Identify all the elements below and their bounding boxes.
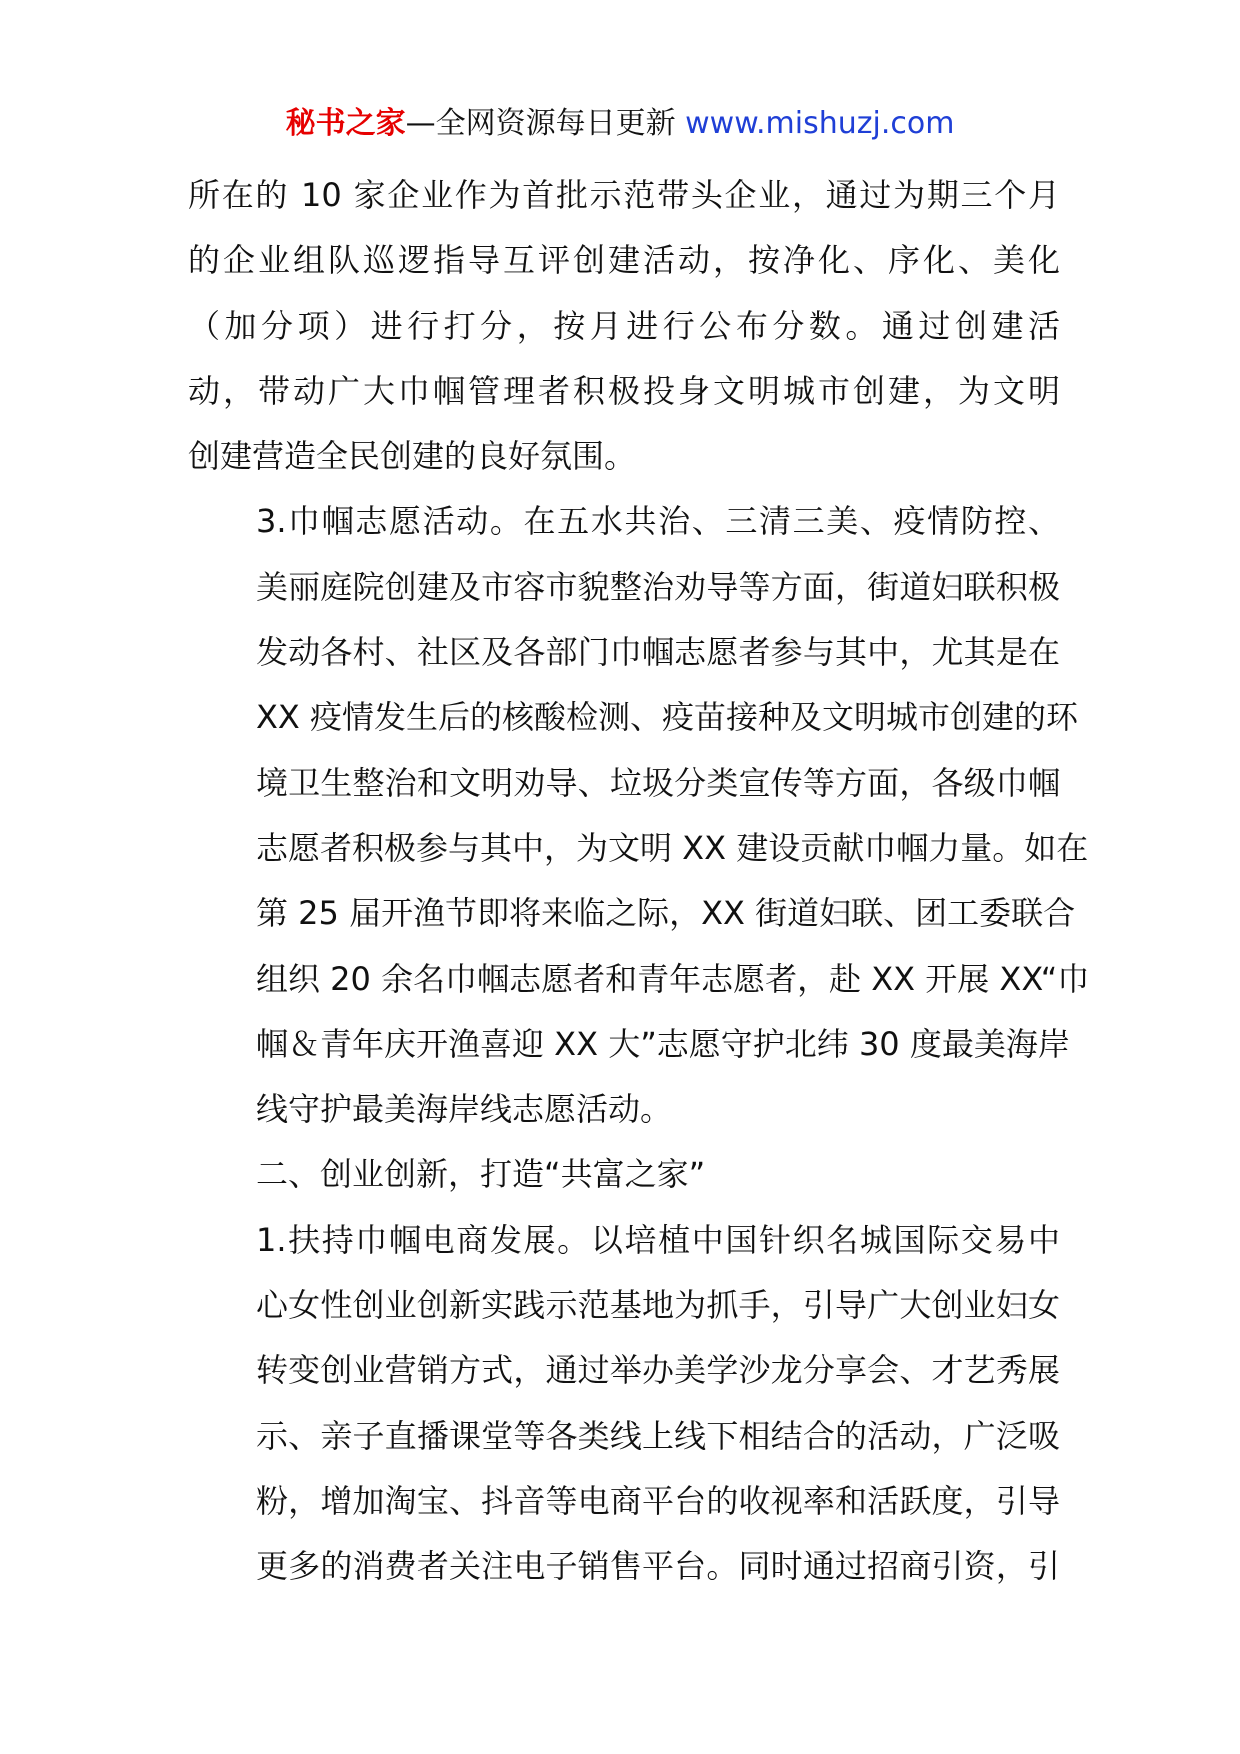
text-line: （加分项）进行打分，按月进行公布分数。通过创建活 — [188, 306, 1060, 345]
text-line: 更多的消费者关注电子销售平台。同时通过招商引资，引 — [256, 1547, 1060, 1586]
text-line: XX 疫情发生后的核酸检测、疫苗接种及文明城市创建的环 — [256, 698, 1079, 737]
text-line: 线守护最美海岸线志愿活动。 — [256, 1090, 673, 1129]
text-line: 美丽庭院创建及市容市貌整治劝导等方面，街道妇联积极 — [256, 567, 1060, 606]
text-line: 帼＆青年庆开渔喜迎 XX 大”志愿守护北纬 30 度最美海岸 — [256, 1024, 1070, 1063]
paragraph-volunteer-activities — [188, 489, 1090, 1142]
website-link[interactable]: www.mishuzj.com — [685, 106, 955, 141]
text-line: 第 25 届开渔节即将来临之际，XX 街道妇联、团工委联合 — [256, 894, 1076, 933]
text-line: 1.扶持巾帼电商发展。以培植中国针织名城国际交易中 — [256, 1220, 1060, 1259]
text-line: 组织 20 余名巾帼志愿者和青年志愿者，赴 XX 开展 XX“巾 — [256, 959, 1090, 998]
text-line: 粉，增加淘宝、抖音等电商平台的收视率和活跃度，引导 — [256, 1481, 1060, 1520]
text-line: 发动各村、社区及各部门巾帼志愿者参与其中，尤其是在 — [256, 633, 1060, 672]
paragraph-ecommerce-support — [188, 1208, 1060, 1600]
page-header — [0, 98, 1240, 150]
text-line: 3.巾帼志愿活动。在五水共治、三清三美、疫情防控、 — [256, 502, 1060, 541]
text-line: 示、亲子直播课堂等各类线上线下相结合的活动，广泛吸 — [256, 1416, 1060, 1455]
text-line: 创建营造全民创建的良好氛围。 — [188, 437, 637, 476]
text-line: 动，带动广大巾帼管理者积极投身文明城市创建，为文明 — [188, 371, 1060, 410]
section-heading-entrepreneurship — [188, 1142, 1060, 1207]
document-body — [188, 163, 1090, 1600]
brand-name: 秘书之家 — [285, 106, 406, 141]
text-line: 志愿者积极参与其中，为文明 XX 建设贡献巾帼力量。如在 — [256, 828, 1089, 867]
paragraph-demo-enterprises — [188, 163, 1060, 489]
text-line: 所在的 10 家企业作为首批示范带头企业，通过为期三个月 — [188, 176, 1060, 214]
text-line: 转变创业营销方式，通过举办美学沙龙分享会、才艺秀展 — [256, 1351, 1060, 1390]
text-line: 境卫生整治和文明劝导、垃圾分类宣传等方面，各级巾帼 — [256, 763, 1060, 802]
text-line: 心女性创业创新实践示范基地为抓手，引导广大创业妇女 — [256, 1286, 1060, 1325]
text-line: 的企业组队巡逻指导互评创建活动，按净化、序化、美化 — [188, 241, 1060, 280]
text-line: 二、创业创新，打造“共富之家” — [256, 1155, 706, 1194]
header-slogan: —全网资源每日更新 — [405, 106, 676, 141]
